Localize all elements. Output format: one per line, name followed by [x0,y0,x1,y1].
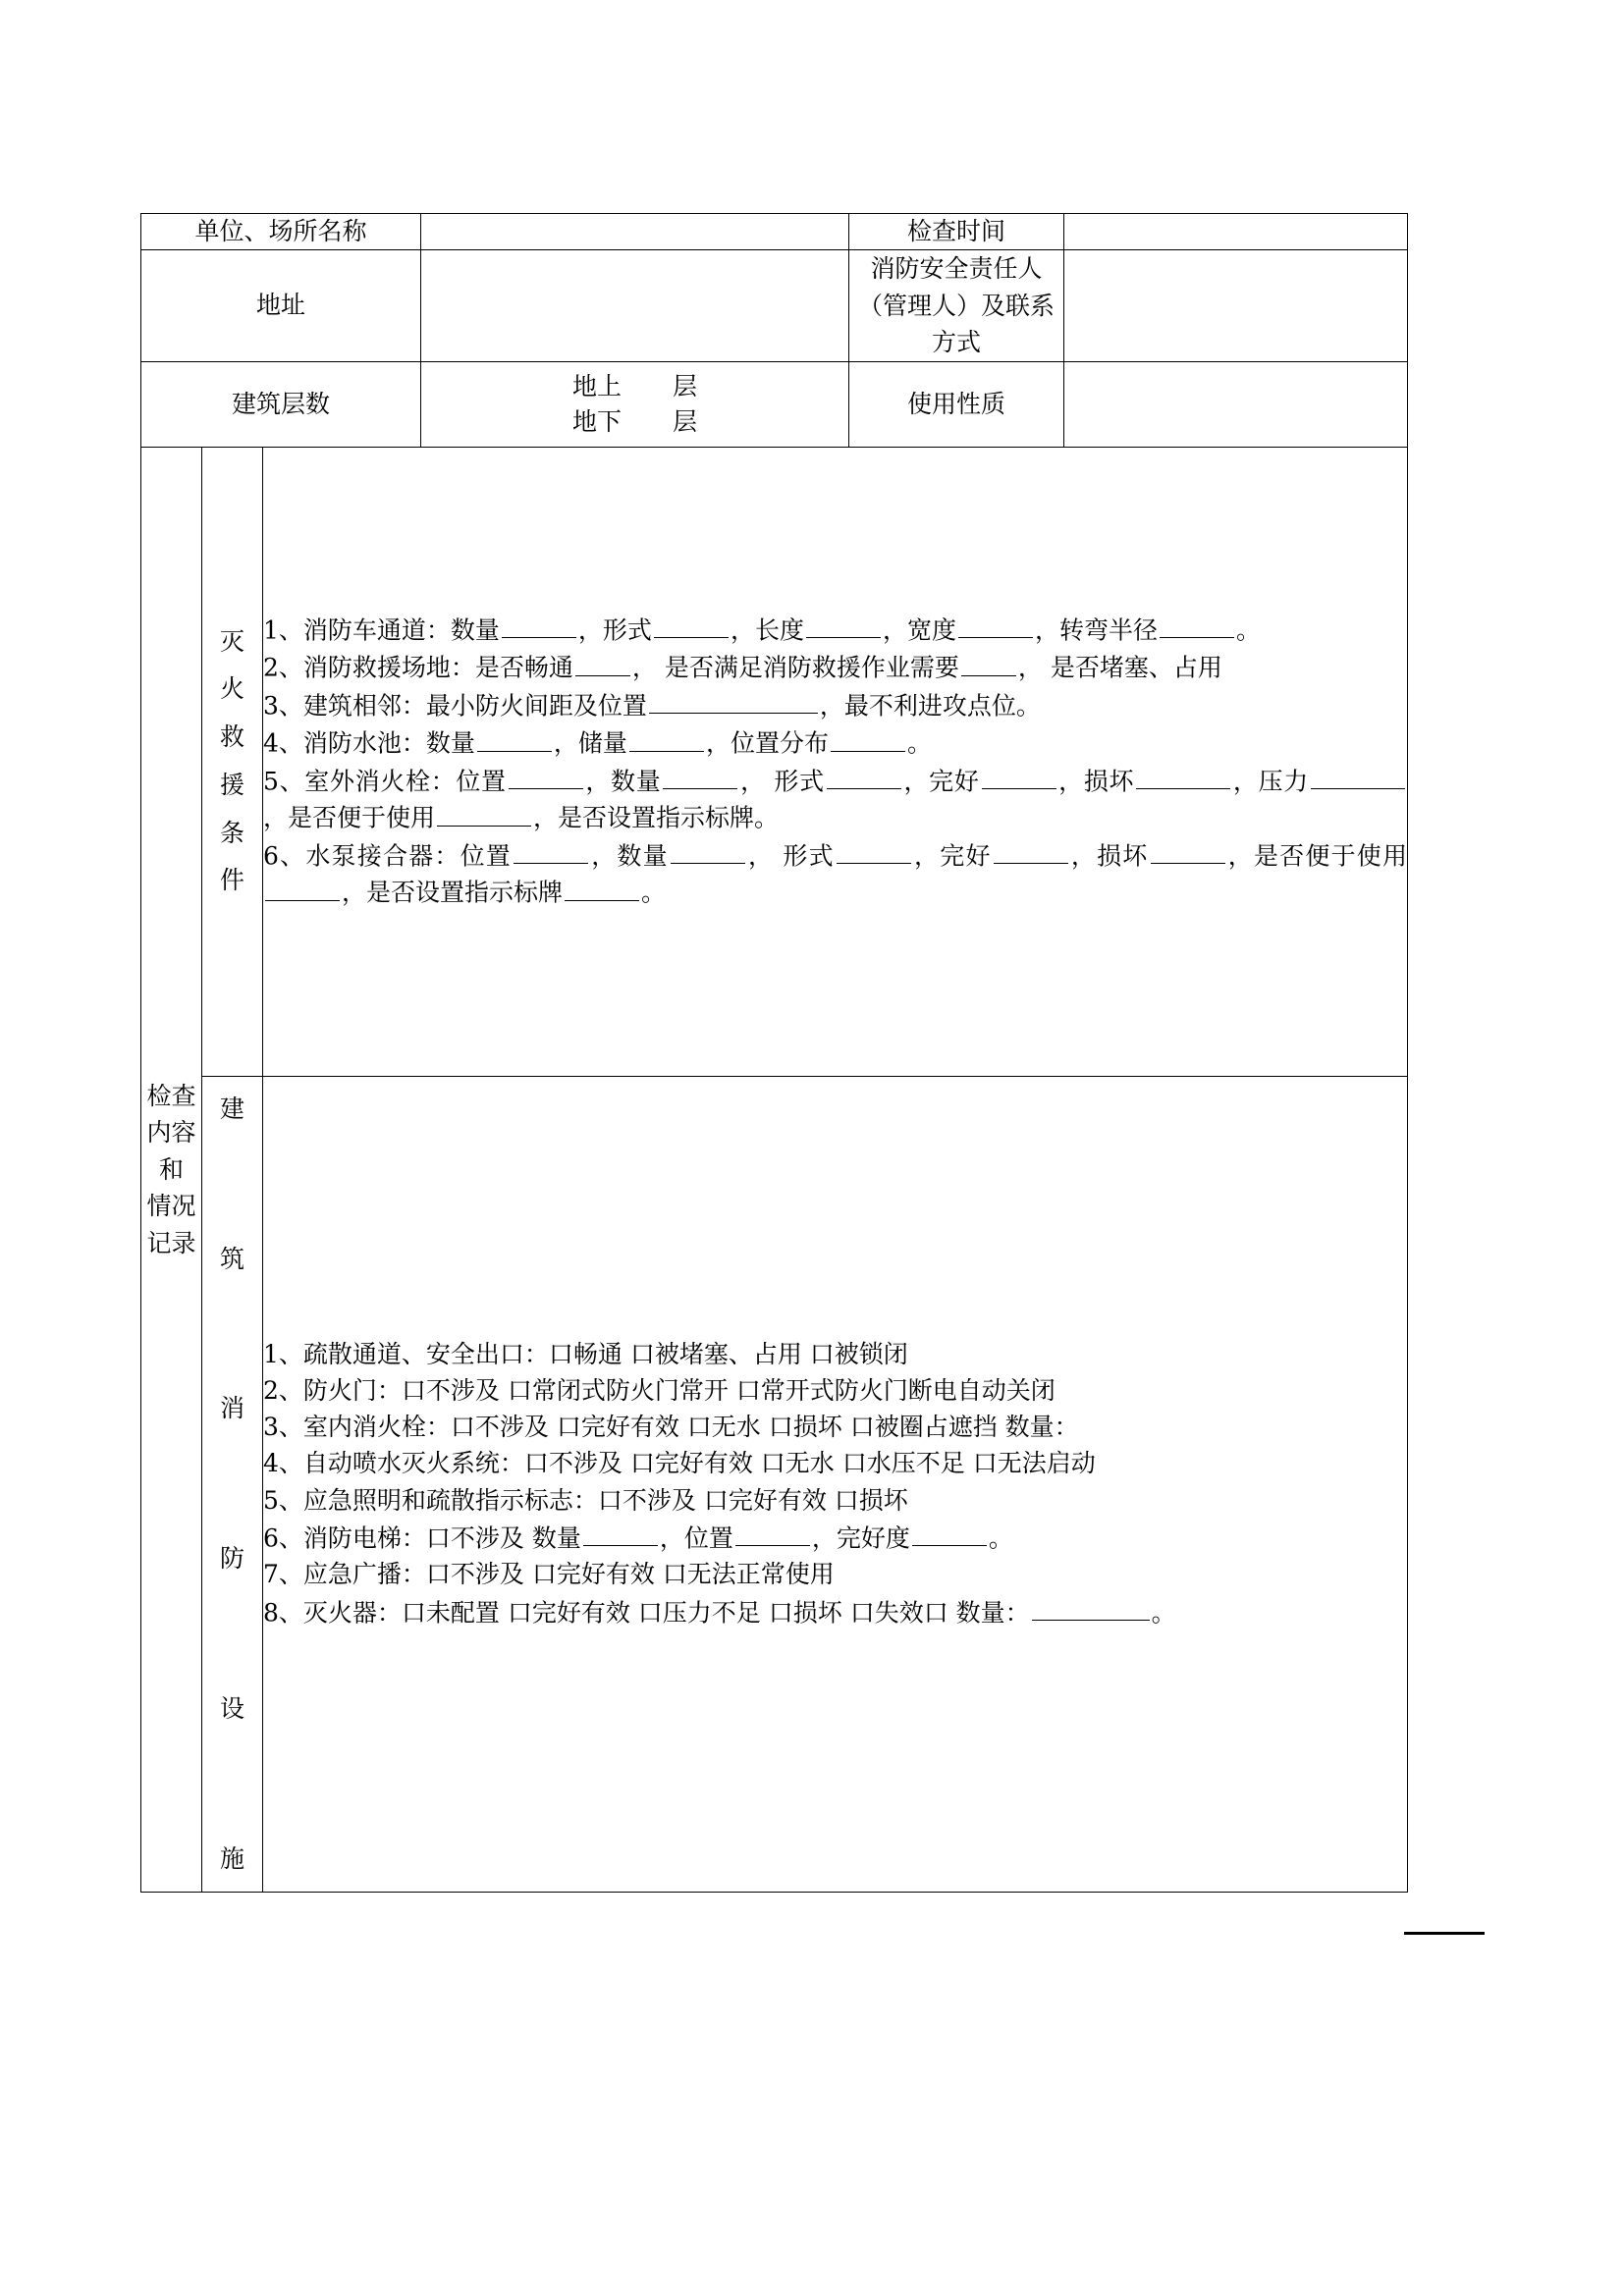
content-building-fire-facilities[interactable] [263,1076,1408,1892]
building-fire-facilities-label-stack [202,1092,262,1877]
checklist-item-number: 4、 [263,728,303,758]
checklist-item [263,1594,1407,1631]
checklist-item-number: 6、 [263,1523,303,1552]
label-inspection-time: 检查时间 [849,214,1064,250]
fill-in-blank[interactable] [735,1520,810,1546]
fire-safety-inspection-table [140,213,1408,1893]
checklist-item-text: 疏散通道、安全出口：口畅通 口被堵塞、占用 口被锁闭 [302,1339,908,1368]
fill-in-blank[interactable] [654,612,729,638]
inspection-content-label-line: 记录 [146,1228,196,1257]
vlabel-char: 救 [219,722,244,751]
fill-in-blank[interactable] [1160,612,1234,638]
fill-in-blank[interactable] [649,687,818,714]
checklist-item-text: 。 [988,1523,1013,1552]
checklist-item-text: ， 是否堵塞、占用 [1017,653,1222,682]
checklist-item-text: ，长度 [730,615,804,644]
inspection-content-label-line: 检查 [146,1081,196,1110]
field-inspection-time[interactable] [1064,214,1408,250]
label-responsible-person: 消防安全责任人（管理人）及联系方式 [849,250,1064,362]
checklist-item-text: ，最不利进攻点位。 [819,691,1041,720]
checklist-item-text: ，储量 [553,728,627,758]
checklist-item-text: ，数量 [584,767,662,795]
fill-in-blank[interactable] [1136,763,1230,789]
vlabel-char: 施 [219,1843,244,1873]
fill-in-blank[interactable] [477,724,552,751]
floors-below-ground-label: 地下 [571,406,622,436]
page-bottom-rule-extension [1404,1932,1485,1935]
checklist-item-text: ，转弯半径 [1034,615,1158,644]
vlabel-char: 建 [219,1094,244,1123]
checklist-item-text: 建筑相邻：最小防火间距及位置 [302,691,647,720]
checklist-item-number: 6、 [263,841,306,870]
floors-above-ground-label: 地上 [571,371,622,400]
fill-in-blank[interactable] [912,1520,987,1546]
checklist-item-text: 消防救援场地：是否畅通 [302,653,573,682]
vlabel-char: 火 [219,674,244,704]
checklist-item-text: 。 [906,728,932,758]
fill-in-blank[interactable] [565,874,639,900]
checklist-item-text: ，宽度 [882,615,956,644]
checklist-item [263,687,1407,724]
checklist-item-text: ， 形式 [739,767,825,795]
checklist-item-text: ， 是否满足消防救援作业需要 [631,653,959,682]
checklist-item-number: 1、 [263,1339,303,1368]
inspection-content-label-line: 情况 [146,1192,196,1220]
vlabel-char: 设 [219,1693,244,1723]
fill-in-blank[interactable] [994,837,1068,864]
checklist-item-number: 3、 [263,691,303,720]
content-fire-rescue-conditions[interactable] [263,447,1408,1076]
field-unit-name[interactable] [421,214,849,250]
checklist-item-text: 。 [641,878,667,907]
vlabel-char: 件 [219,866,244,895]
checklist-item-text: ， 形式 [746,841,835,870]
checklist-item-text: ，位置分布 [705,728,829,758]
checklist-item-text: ，完好度 [811,1523,910,1552]
checklist-item-number: 2、 [263,653,303,682]
checklist-item-text: ，形式 [577,615,652,644]
checklist-item-number: 1、 [263,615,303,644]
checklist-item [263,763,1407,836]
floors-above-ground-unit: 层 [673,371,698,400]
fill-in-blank[interactable] [958,612,1033,638]
fill-in-blank[interactable] [509,763,583,789]
label-address: 地址 [141,250,421,362]
checklist-item-text: 消防车通道：数量 [302,615,500,644]
label-inspection-content-and-record [141,447,202,1892]
fill-in-blank[interactable] [837,837,911,864]
header-row-address [141,250,1408,362]
checklist-item-number: 8、 [263,1597,303,1627]
checklist-item-text: ，损坏 [1069,841,1149,870]
fill-in-blank[interactable] [1311,763,1405,789]
fill-in-blank[interactable] [502,612,576,638]
fill-in-blank[interactable] [1032,1594,1150,1621]
checklist-item-text: ，完好 [912,841,992,870]
checklist-item-text: 。 [1151,1597,1176,1627]
checklist-item-text: 室外消火栓：位置 [304,767,507,795]
checklist-item-text: 消防水池：数量 [302,728,475,758]
vlabel-char: 筑 [219,1244,244,1273]
header-row-floors [141,361,1408,447]
vlabel-char: 援 [219,770,244,799]
checklist-item-text: ，是否设置指示标牌 [342,878,564,907]
checklist-item-text: 。 [1235,615,1261,644]
checklist-item-text: ，数量 [590,841,669,870]
vlabel-char: 灭 [219,626,244,656]
inspection-content-label-stack [141,1078,201,1262]
checklist-item-text: ，是否设置指示标牌。 [533,803,780,832]
checklist-item-number: 2、 [263,1375,303,1405]
checklist-item-text: 消防电梯：口不涉及 数量 [302,1523,581,1552]
checklist-item-text: 水泵接合器：位置 [305,841,512,870]
floors-below-ground-line [421,404,848,440]
vlabel-char: 条 [219,818,244,847]
checklist-item-text: 应急广播：口不涉及 口完好有效 口无法正常使用 [302,1560,835,1589]
fill-in-blank[interactable] [583,1520,658,1546]
checklist-item-number: 3、 [263,1413,303,1441]
fill-in-blank[interactable] [663,763,737,789]
label-fire-rescue-conditions [202,447,263,1076]
checklist-item-text: ，损坏 [1057,767,1135,795]
checklist-item-text: ，压力 [1232,767,1309,795]
vlabel-char: 防 [219,1544,244,1573]
fill-in-blank[interactable] [806,612,881,638]
checklist-item [263,1373,1407,1409]
fill-in-blank[interactable] [514,837,588,864]
label-building-floors: 建筑层数 [141,361,421,447]
checklist-item-text: ，完好 [902,767,980,795]
field-address[interactable] [421,250,849,362]
field-building-floors[interactable] [421,361,849,447]
checklist-item-text: ，是否便于使用 [263,803,436,832]
fire-rescue-conditions-label-stack [202,618,262,906]
fill-in-blank[interactable] [831,724,905,751]
header-row-unit-name [141,214,1408,250]
floors-above-ground-line [421,369,848,404]
fill-in-blank[interactable] [671,837,745,864]
checklist-item [263,1337,1407,1372]
checklist-item [263,649,1407,686]
checklist-item-number: 5、 [263,1485,303,1515]
checklist-item-text: 室内消火栓：口不涉及 口完好有效 口无水 口损坏 口被圈占遮挡 数量： [302,1413,1079,1441]
label-unit-name: 单位、场所名称 [141,214,421,250]
fill-in-blank[interactable] [1151,837,1225,864]
fill-in-blank[interactable] [961,649,1016,675]
checklist-item-number: 4、 [263,1449,303,1478]
floors-below-ground-unit: 层 [673,406,698,436]
checklist-item [263,1557,1407,1592]
field-responsible-person[interactable] [1064,250,1408,362]
body-row-building-fire-facilities [141,1076,1408,1892]
label-usage-nature: 使用性质 [849,361,1064,447]
body-row-rescue-conditions [141,447,1408,1076]
inspection-content-label-line: 内容 [146,1118,196,1147]
fill-in-blank[interactable] [575,649,630,675]
checklist-item-number: 7、 [263,1560,303,1589]
checklist-item-text: 灭火器：口未配置 口完好有效 口压力不足 口损坏 口失效口 数量： [302,1597,1030,1627]
fill-in-blank[interactable] [265,874,340,900]
checklist-item [263,612,1407,649]
checklist-item-text: 应急照明和疏散指示标志：口不涉及 口完好有效 口损坏 [302,1485,908,1515]
vlabel-char: 消 [219,1394,244,1423]
fill-in-blank[interactable] [437,799,531,826]
checklist-item-text: 自动喷水灭火系统：口不涉及 口完好有效 口无水 口水压不足 口无法启动 [302,1449,1096,1478]
checklist-item [263,1446,1407,1481]
inspection-content-label-line: 和 [158,1154,184,1184]
fill-in-blank[interactable] [629,724,704,751]
checklist-item [263,837,1407,911]
fill-in-blank[interactable] [827,763,901,789]
building-fire-facility-item-list [263,1337,1407,1631]
checklist-item-text: 防火门：口不涉及 口常闭式防火门常开 口常开式防火门断电自动关闭 [302,1375,1056,1405]
checklist-item [263,1483,1407,1519]
label-building-fire-facilities [202,1076,263,1892]
checklist-item [263,1520,1407,1557]
checklist-item-number: 5、 [263,767,305,795]
fill-in-blank[interactable] [982,763,1056,789]
field-usage-nature[interactable] [1064,361,1408,447]
fire-rescue-item-list [263,612,1407,911]
checklist-item-text: ，位置 [659,1523,733,1552]
checklist-item [263,724,1407,762]
checklist-item-text: ，是否便于使用 [1226,841,1407,870]
checklist-item [263,1410,1407,1445]
